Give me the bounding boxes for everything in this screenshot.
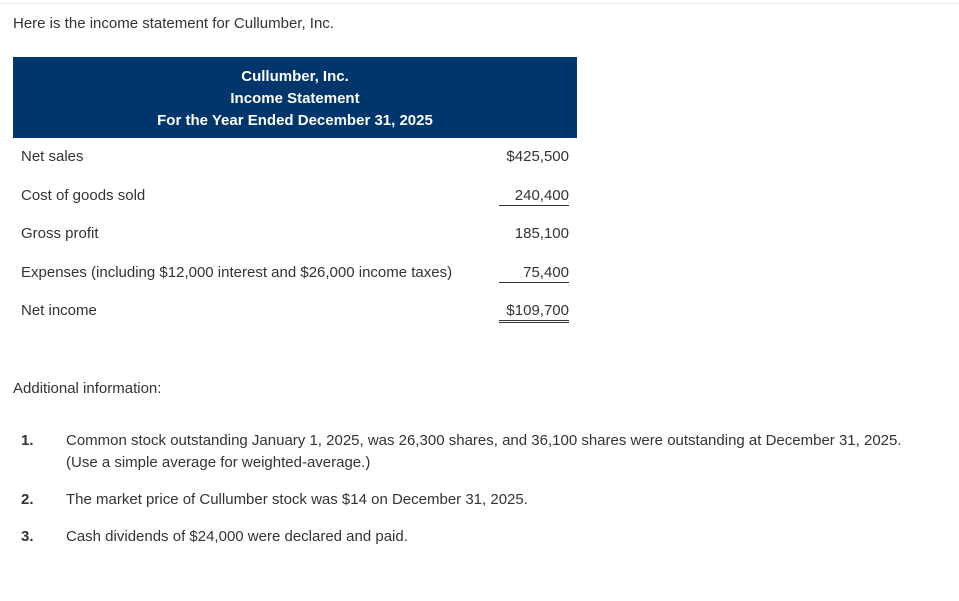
statement-header	[13, 57, 577, 138]
statement-title: Income Statement	[230, 90, 360, 107]
row-net-sales	[13, 138, 577, 177]
row-amount: $109,700	[499, 302, 569, 323]
item-text: Common stock outstanding January 1, 2025, was 26,300 shares, and 36,100 shares were outstanding at December 31, 2025.	[66, 432, 902, 449]
row-label: Gross profit	[21, 225, 99, 242]
row-label: Net income	[21, 302, 97, 319]
list-item	[13, 489, 943, 511]
row-cost-of-goods-sold	[13, 177, 577, 216]
list-item	[13, 430, 943, 474]
intro-text: Here is the income statement for Cullumber, Inc.	[13, 15, 334, 32]
item-note: (Use a simple average for weighted-average.)	[66, 454, 371, 471]
row-label: Cost of goods sold	[21, 186, 146, 204]
additional-info-heading: Additional information:	[13, 380, 162, 397]
row-amount: 185,100	[514, 225, 569, 242]
row-net-income	[13, 292, 577, 331]
company-name: Cullumber, Inc.	[241, 68, 349, 85]
item-number: 2.	[21, 491, 34, 508]
list-item	[13, 526, 943, 548]
statement-period: For the Year Ended December 31, 2025	[157, 112, 433, 129]
row-amount: $425,500	[506, 148, 569, 165]
row-label: Expenses (including $12,000 interest and $26,000 income taxes)	[21, 263, 453, 281]
row-gross-profit	[13, 215, 577, 254]
item-text: Cash dividends of $24,000 were declared and paid.	[66, 528, 408, 545]
row-expenses	[13, 254, 577, 293]
item-number: 3.	[21, 528, 34, 545]
item-number: 1.	[21, 432, 34, 449]
row-label: Net sales	[21, 148, 84, 165]
row-amount: 75,400	[499, 264, 569, 283]
income-statement-table	[13, 57, 577, 331]
row-amount: 240,400	[499, 187, 569, 206]
top-divider	[0, 3, 959, 4]
additional-info-list	[13, 430, 943, 563]
item-text: The market price of Cullumber stock was $14 on December 31, 2025.	[66, 491, 528, 508]
